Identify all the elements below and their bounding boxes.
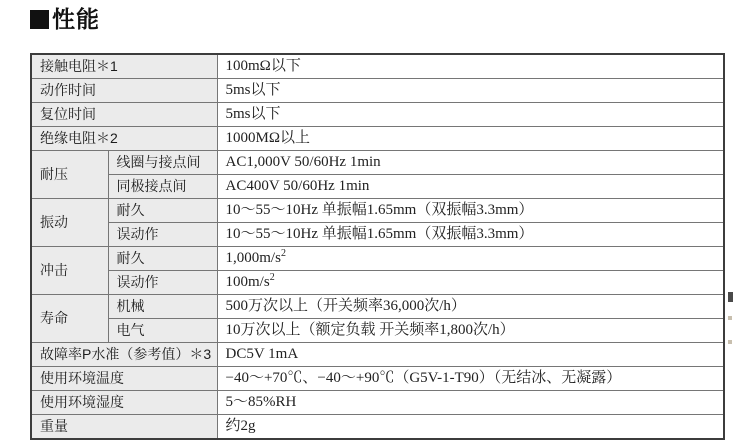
spec-value-cell: 10～55～10Hz 单振幅1.65mm（双振幅3.3mm） (217, 199, 724, 223)
table-row (31, 127, 724, 151)
spec-value-cell: $1,000m/s^2$ (217, 247, 724, 271)
table-row (31, 175, 724, 199)
spec-value-cell: 5ms以下 (217, 79, 724, 103)
spec-label-cell: 误动作 (108, 271, 217, 295)
spec-label-cell: 使用环境温度 (31, 367, 217, 391)
spec-value-cell: −40～+70℃、−40～+90℃（G5V-1-T90）（无结冰、无凝露） (217, 367, 724, 391)
clipped-glyph-fragment (728, 340, 732, 344)
spec-label-cell: 电气 (108, 319, 217, 343)
spec-value-cell: 10～55～10Hz 单振幅1.65mm（双振幅3.3mm） (217, 223, 724, 247)
spec-label-cell: 接触电阻＊1 (31, 54, 217, 79)
section-square-marker-icon (30, 10, 49, 29)
table-row (31, 247, 724, 271)
table-row (31, 271, 724, 295)
spec-label-cell: 耐久 (108, 247, 217, 271)
spec-label-cell: 振动 (31, 199, 108, 247)
spec-value-cell: AC1,000V 50/60Hz 1min (217, 151, 724, 175)
spec-label-cell: 重量 (31, 415, 217, 440)
spec-label-cell: 复位时间 (31, 103, 217, 127)
table-row (31, 343, 724, 367)
table-row (31, 199, 724, 223)
spec-label-cell: 绝缘电阻＊2 (31, 127, 217, 151)
table-row (31, 295, 724, 319)
spec-value-cell: 5～85%RH (217, 391, 724, 415)
performance-spec-table (30, 53, 725, 440)
spec-label-cell: 耐久 (108, 199, 217, 223)
clipped-margin-text (728, 292, 733, 364)
spec-value-cell: AC400V 50/60Hz 1min (217, 175, 724, 199)
table-row (31, 319, 724, 343)
table-row (31, 391, 724, 415)
table-row (31, 151, 724, 175)
spec-value-cell: 1000MΩ以上 (217, 127, 724, 151)
spec-label-cell: 机械 (108, 295, 217, 319)
spec-value-cell: 500万次以上（开关频率36,000次/h） (217, 295, 724, 319)
spec-value-cell: 5ms以下 (217, 103, 724, 127)
spec-value-cell: $100m/s^2$ (217, 271, 724, 295)
spec-label-cell: 同极接点间 (108, 175, 217, 199)
table-row (31, 103, 724, 127)
section-title-text: 性能 (52, 6, 100, 32)
spec-label-cell: 误动作 (108, 223, 217, 247)
table-row (31, 415, 724, 440)
spec-label-cell: 使用环境湿度 (31, 391, 217, 415)
spec-label-cell: 故障率P水准（参考值）＊3 (31, 343, 217, 367)
spec-value-cell: 约2g (217, 415, 724, 440)
spec-value-cell: 10万次以上（额定负载 开关频率1,800次/h） (217, 319, 724, 343)
clipped-glyph-fragment (728, 316, 732, 320)
spec-value-cell: 100mΩ以下 (217, 54, 724, 79)
spec-value-cell: DC5V 1mA (217, 343, 724, 367)
table-row (31, 367, 724, 391)
table-row (31, 223, 724, 247)
clipped-glyph-fragment (728, 292, 733, 302)
spec-label-cell: 动作时间 (31, 79, 217, 103)
table-row (31, 79, 724, 103)
section-title (30, 6, 100, 34)
spec-label-cell: 耐压 (31, 151, 108, 199)
spec-label-cell: 线圈与接点间 (108, 151, 217, 175)
spec-label-cell: 冲击 (31, 247, 108, 295)
spec-label-cell: 寿命 (31, 295, 108, 343)
table-row (31, 54, 724, 79)
